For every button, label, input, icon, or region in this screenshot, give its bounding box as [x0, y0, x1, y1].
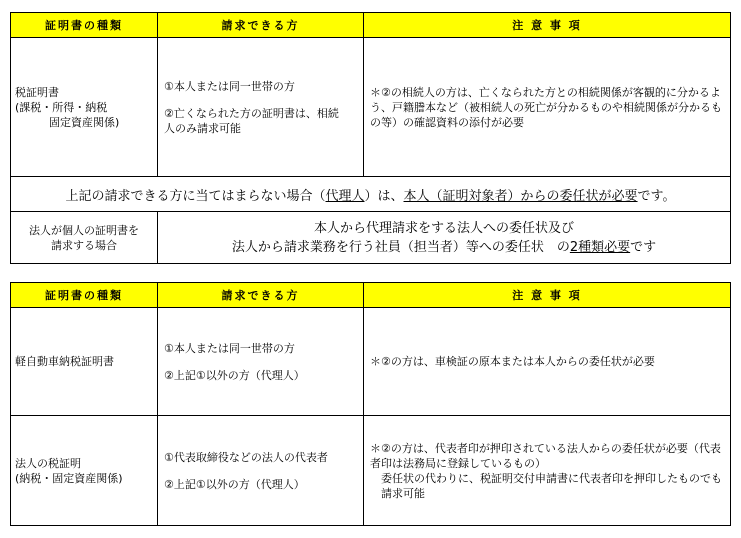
- requester-1: ①本人または同一世帯の方: [164, 79, 295, 93]
- requester-2: ②上記①以外の方（代理人）: [164, 368, 305, 382]
- note-1: ＊②の方は、代表者印が押印されている法人からの委任状が必要（代表者印は法務局に登録しているもの）: [370, 441, 721, 470]
- requester-2b: 人のみ請求可能: [164, 121, 241, 135]
- requester-2a: ②亡くなられた方の証明書は、相続: [164, 106, 339, 120]
- header-eligible-requester: 請求できる方: [158, 13, 364, 38]
- eligible-requester-kei-vehicle: [158, 308, 364, 416]
- note-2: 委任状の代わりに、税証明交付申請書に代表者印を押印したものでも請求可能: [381, 471, 722, 500]
- corp-request-requirement: [158, 212, 731, 264]
- certificate-type-tax: [11, 38, 158, 177]
- requester-1: ①本人または同一世帯の方: [164, 341, 295, 355]
- cat-line: 請求する場合: [51, 238, 117, 252]
- notice-agent: 代理人: [325, 188, 365, 204]
- corp-line-2c: です: [630, 239, 657, 255]
- header-notes: 注 意 事 項: [364, 283, 731, 308]
- cat-line: (課税・所得・納税: [15, 100, 108, 114]
- notice-part1: 上記の請求できる方に当てはまらない場合（: [65, 188, 326, 204]
- header-certificate-type: 証明書の種類: [11, 13, 158, 38]
- notice-part3: です。: [637, 188, 676, 204]
- header-eligible-requester: 請求できる方: [158, 283, 364, 308]
- certificate-type-kei-vehicle: 軽自動車納税証明書: [11, 308, 158, 416]
- certificate-type-corp-tax: [11, 416, 158, 526]
- corp-line-1: 本人から代理請求をする法人への委任状及び: [313, 220, 574, 236]
- vehicle-corp-certificate-table: [10, 282, 731, 526]
- header-certificate-type: 証明書の種類: [11, 283, 158, 308]
- header-notes: 注 意 事 項: [364, 13, 731, 38]
- notice-part2: ）は、: [364, 188, 404, 204]
- corp-line-2b: 2種類必要: [569, 239, 631, 255]
- cat-line: 法人が個人の証明書を: [29, 223, 139, 237]
- note-corp-tax: [364, 416, 731, 526]
- cat-line: (納税・固定資産関係): [15, 471, 123, 485]
- cat-line: 法人の税証明: [15, 456, 81, 470]
- notice-principal: 本人（証明対象者）からの委任状が必要: [403, 188, 638, 204]
- corp-line-2a: 法人から請求業務を行う社員（担当者）等への委任状 の: [231, 239, 570, 255]
- certificate-type-corp-request: [11, 212, 158, 264]
- eligible-requester-tax: [158, 38, 364, 177]
- cat-line: 税証明書: [15, 85, 59, 99]
- requester-1: ①代表取締役などの法人の代表者: [164, 450, 328, 464]
- requester-2: ②上記①以外の方（代理人）: [164, 477, 305, 491]
- proxy-notice: [11, 177, 731, 212]
- tax-certificate-table: [10, 12, 731, 264]
- eligible-requester-corp-tax: [158, 416, 364, 526]
- cat-line: 固定資産関係): [49, 115, 120, 129]
- note-tax: ＊②の相続人の方は、亡くなられた方との相続関係が客観的に分かるよう、戸籍謄本など（被相続人の死亡が分かるものや相続関係が分かるもの等）の確認資料の添付が必要: [364, 38, 731, 177]
- note-kei-vehicle: ＊②の方は、車検証の原本または本人からの委任状が必要: [364, 308, 731, 416]
